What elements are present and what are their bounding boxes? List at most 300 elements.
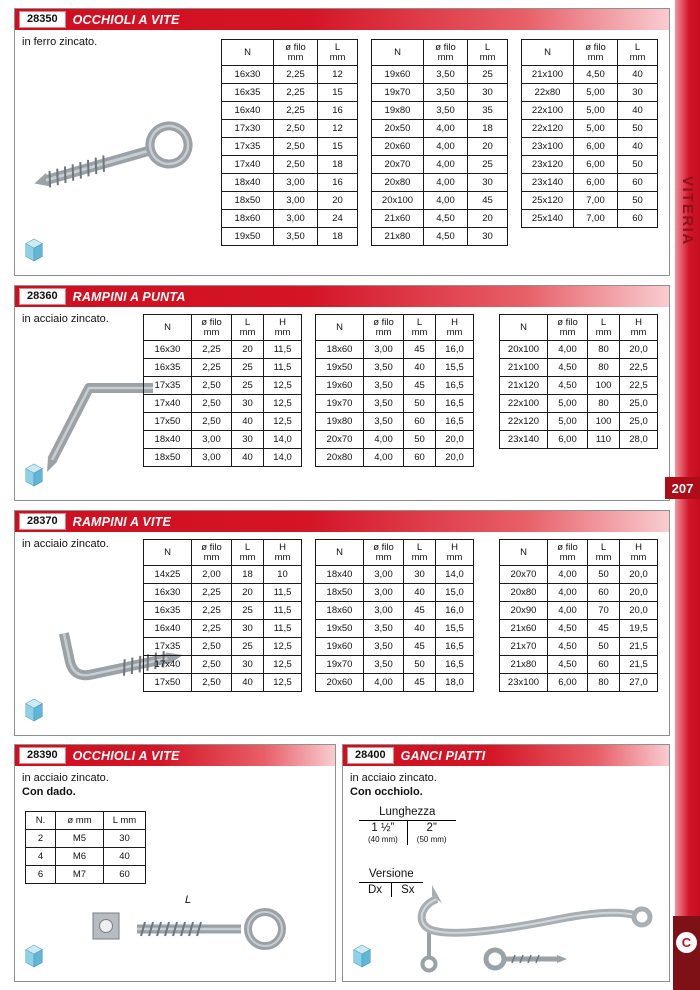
table-cell: M7 (56, 866, 104, 884)
product-code: 28350 (19, 11, 66, 28)
table-cell: 15,5 (436, 620, 474, 638)
table-cell: 40 (232, 449, 264, 467)
section-title: RAMPINI A PUNTA (72, 289, 186, 304)
table-cell: 16,0 (436, 341, 474, 359)
table-cell: 14,0 (264, 431, 302, 449)
column-header: ø mm (56, 812, 104, 830)
table-cell: 2,50 (192, 656, 232, 674)
column-header: N (316, 540, 364, 566)
table-cell: 20x100 (372, 192, 424, 210)
subtitle-line-bold: Con occhiolo. (350, 786, 423, 798)
table-cell: 60 (104, 866, 146, 884)
table-row (500, 620, 658, 638)
table-cell: 11,5 (264, 602, 302, 620)
table-cell: 45 (404, 377, 436, 395)
subtitle-line-bold: Con dado. (22, 786, 76, 798)
table-cell: 21x80 (372, 228, 424, 246)
table-cell: 2,25 (274, 102, 318, 120)
table-row (500, 656, 658, 674)
table-cell: 19x60 (372, 66, 424, 84)
table-row (144, 395, 302, 413)
table-cell: 3,00 (274, 174, 318, 192)
table-cell: 45 (588, 620, 620, 638)
table-cell: 20x60 (316, 674, 364, 692)
spec-table (221, 39, 358, 246)
table-cell: 2,25 (192, 584, 232, 602)
table-cell: 30 (232, 431, 264, 449)
table-cell: 22x120 (500, 413, 548, 431)
table-cell: 70 (588, 602, 620, 620)
table-row (500, 377, 658, 395)
package-icon (23, 238, 45, 262)
table-cell: 4,50 (424, 228, 468, 246)
table-cell: 20x80 (316, 449, 364, 467)
table-cell: 18 (468, 120, 508, 138)
table-cell: 14,0 (264, 449, 302, 467)
table-row (316, 566, 474, 584)
table-row (500, 566, 658, 584)
table-cell: 5,00 (574, 84, 618, 102)
spec-table (315, 314, 474, 467)
column-header: ø filo mm (574, 40, 618, 66)
table-cell: 22x120 (522, 120, 574, 138)
table-cell: 30 (232, 395, 264, 413)
table-cell: 50 (618, 156, 658, 174)
table-row (500, 431, 658, 449)
table-row (316, 620, 474, 638)
table-cell: 2,50 (274, 120, 318, 138)
table-cell: 16 (318, 102, 358, 120)
table-cell: 18 (318, 228, 358, 246)
section-28400 (342, 744, 670, 982)
table-cell: M6 (56, 848, 104, 866)
table-cell: 2,50 (192, 377, 232, 395)
section-subtitle: in ferro zincato. (22, 36, 98, 48)
subtitle-line: in acciaio zincato. (350, 772, 437, 784)
table-cell: 2,50 (274, 138, 318, 156)
table-cell: 18x50 (316, 584, 364, 602)
table-cell: 16x40 (222, 102, 274, 120)
table-cell: 17x35 (222, 138, 274, 156)
table-cell: 4,00 (548, 584, 588, 602)
table-cell: 3,50 (364, 413, 404, 431)
table-cell: M5 (56, 830, 104, 848)
table-cell: 22x100 (500, 395, 548, 413)
column-header: H mm (436, 540, 474, 566)
table-cell: 25,0 (620, 413, 658, 431)
table-cell: 12,5 (264, 413, 302, 431)
table-cell: 16,5 (436, 377, 474, 395)
table-row (144, 449, 302, 467)
table-cell: 22x100 (522, 102, 574, 120)
column-header: L mm (318, 40, 358, 66)
table-row (500, 413, 658, 431)
table-cell: 4,00 (424, 138, 468, 156)
table-cell: 25x120 (522, 192, 574, 210)
table-cell: 80 (588, 359, 620, 377)
table-cell: 2,25 (192, 341, 232, 359)
column-header: ø filo mm (192, 540, 232, 566)
table-row (500, 602, 658, 620)
column-header: N (316, 315, 364, 341)
section-header (15, 9, 669, 30)
table-cell: 45 (404, 638, 436, 656)
table-cell: 25 (232, 602, 264, 620)
table-cell: 60 (404, 449, 436, 467)
table-cell: 16x30 (144, 341, 192, 359)
table-cell: 50 (404, 431, 436, 449)
table-row (222, 192, 358, 210)
table-row (222, 210, 358, 228)
column-header: ø filo mm (192, 315, 232, 341)
table-cell: 3,50 (364, 620, 404, 638)
table-row (222, 66, 358, 84)
table-cell: 25 (468, 66, 508, 84)
table-cell: 17x35 (144, 377, 192, 395)
table-cell: 18 (232, 566, 264, 584)
table-cell: 4,50 (574, 66, 618, 84)
column-header: ø filo mm (548, 540, 588, 566)
table-cell: 24 (318, 210, 358, 228)
length-mm: (50 mm) (407, 835, 455, 845)
spec-table (25, 811, 146, 884)
section-header (15, 286, 669, 307)
table-cell: 4,00 (424, 120, 468, 138)
table-cell: 18x40 (316, 566, 364, 584)
table-row (222, 138, 358, 156)
table-cell: 20x90 (500, 602, 548, 620)
table-cell: 40 (404, 620, 436, 638)
table-header-row (372, 40, 508, 66)
column-header: H mm (620, 315, 658, 341)
table-cell: 6 (26, 866, 56, 884)
table-cell: 12,5 (264, 638, 302, 656)
spec-table (315, 539, 474, 692)
table-cell: 60 (588, 656, 620, 674)
table-cell: 12,5 (264, 377, 302, 395)
table-cell: 50 (588, 566, 620, 584)
table-cell: 15,5 (436, 359, 474, 377)
table-cell: 30 (468, 228, 508, 246)
table-cell: 28,0 (620, 431, 658, 449)
table-cell: 100 (588, 413, 620, 431)
table-cell: 18x60 (316, 341, 364, 359)
table-cell: 20,0 (620, 584, 658, 602)
table-row (500, 638, 658, 656)
table-cell: 30 (618, 84, 658, 102)
table-row (144, 638, 302, 656)
table-cell: 17x50 (144, 674, 192, 692)
table-cell: 4,00 (364, 674, 404, 692)
table-row (372, 192, 508, 210)
table-cell: 23x100 (522, 138, 574, 156)
table-cell: 19x80 (316, 413, 364, 431)
table-cell: 16,5 (436, 656, 474, 674)
table-cell: 16,5 (436, 395, 474, 413)
table-cell: 17x40 (144, 395, 192, 413)
table-cell: 14x25 (144, 566, 192, 584)
table-cell: 16x35 (144, 602, 192, 620)
table-cell: 23x140 (500, 431, 548, 449)
table-cell: 6,00 (574, 138, 618, 156)
column-header: L mm (468, 40, 508, 66)
table-cell: 30 (104, 830, 146, 848)
table-cell: 2,00 (192, 566, 232, 584)
section-28390 (14, 744, 336, 982)
table-row (316, 413, 474, 431)
version-option: Dx (368, 884, 383, 896)
column-header: L mm (232, 315, 264, 341)
table-header-row (144, 315, 302, 341)
length-option: 2” (407, 821, 455, 836)
section-title: GANCI PIATTI (400, 748, 486, 763)
column-header: N (222, 40, 274, 66)
version-label: Versione (359, 867, 423, 883)
table-row (500, 359, 658, 377)
table-cell: 18x40 (144, 431, 192, 449)
table-cell: 40 (404, 359, 436, 377)
column-header: ø filo mm (364, 540, 404, 566)
table-cell: 4,50 (548, 656, 588, 674)
table-row (222, 228, 358, 246)
table-cell: 23x100 (500, 674, 548, 692)
length-label: Lunghezza (359, 805, 456, 821)
table-cell: 19x60 (316, 377, 364, 395)
product-code: 28390 (19, 747, 66, 764)
table-cell: 4,00 (548, 341, 588, 359)
table-cell: 4,00 (424, 192, 468, 210)
section-subtitle (350, 771, 437, 799)
table-cell: 18x60 (316, 602, 364, 620)
table-cell: 20x70 (500, 566, 548, 584)
column-header: H mm (264, 315, 302, 341)
table-cell: 4,00 (424, 174, 468, 192)
table-cell: 12,5 (264, 395, 302, 413)
table-row (316, 656, 474, 674)
spec-table (521, 39, 658, 228)
table-cell: 40 (232, 674, 264, 692)
table-row (522, 174, 658, 192)
table-row (222, 156, 358, 174)
spec-table (499, 539, 658, 692)
spec-table (499, 314, 658, 449)
table-row (372, 228, 508, 246)
table-row (316, 584, 474, 602)
spec-tables (143, 539, 658, 692)
flat-hook-image (399, 871, 665, 979)
table-cell: 17x30 (222, 120, 274, 138)
table-cell: 20x70 (372, 156, 424, 174)
table-cell: 20x50 (372, 120, 424, 138)
table-header-row (500, 540, 658, 566)
nut-and-eye-screw-image (73, 887, 329, 975)
table-cell: 16,5 (436, 413, 474, 431)
table-cell: 20,0 (436, 449, 474, 467)
table-cell: 60 (404, 413, 436, 431)
table-row (144, 602, 302, 620)
length-option: 1 ½” (371, 822, 395, 834)
table-row (316, 341, 474, 359)
table-row (500, 341, 658, 359)
table-cell: 4,50 (548, 638, 588, 656)
page-number: 207 (665, 477, 700, 499)
column-header: N. (26, 812, 56, 830)
table-cell: 21x70 (500, 638, 548, 656)
table-cell: 22x80 (522, 84, 574, 102)
table-cell: 6,00 (548, 431, 588, 449)
table-cell: 2,25 (192, 359, 232, 377)
table-cell: 60 (588, 584, 620, 602)
table-cell: 80 (588, 395, 620, 413)
table-cell: 80 (588, 674, 620, 692)
column-header: H mm (264, 540, 302, 566)
table-cell: 25 (232, 377, 264, 395)
table-cell: 4,50 (548, 620, 588, 638)
table-row (316, 602, 474, 620)
pointed-hook-image (27, 374, 162, 482)
table-cell: 50 (618, 192, 658, 210)
table-row (26, 866, 146, 884)
table-row (144, 674, 302, 692)
table-row (500, 395, 658, 413)
table-cell: 7,00 (574, 192, 618, 210)
table-cell: 19x70 (372, 84, 424, 102)
table-cell: 20,0 (620, 602, 658, 620)
table-row (222, 102, 358, 120)
table-row (372, 156, 508, 174)
table-row (522, 138, 658, 156)
table-row (26, 848, 146, 866)
table-cell: 20 (232, 341, 264, 359)
table-cell: 16 (318, 174, 358, 192)
section-header (343, 745, 669, 766)
column-header: ø filo mm (274, 40, 318, 66)
section-title: OCCHIOLI A VITE (72, 12, 180, 27)
column-header: H mm (620, 540, 658, 566)
table-cell: 3,50 (424, 84, 468, 102)
table-row (144, 656, 302, 674)
publisher-logo-box (673, 916, 700, 990)
table-row (522, 210, 658, 228)
table-cell: 16x35 (144, 359, 192, 377)
table-row (222, 84, 358, 102)
column-header: H mm (436, 315, 474, 341)
table-cell: 60 (618, 174, 658, 192)
table-cell: 19x70 (316, 656, 364, 674)
table-cell: 30 (404, 566, 436, 584)
table-cell: 27,0 (620, 674, 658, 692)
table-cell: 21x120 (500, 377, 548, 395)
column-header: N (144, 315, 192, 341)
section-28350 (14, 8, 670, 276)
table-cell: 2,25 (274, 84, 318, 102)
table-cell: 3,00 (274, 192, 318, 210)
table-cell: 3,00 (364, 566, 404, 584)
spec-tables (25, 811, 146, 884)
table-cell: 20x70 (316, 431, 364, 449)
table-cell: 12 (318, 66, 358, 84)
section-header (15, 745, 335, 766)
table-header-row (522, 40, 658, 66)
table-cell: 16x35 (222, 84, 274, 102)
table-cell: 40 (618, 138, 658, 156)
table-cell: 3,50 (364, 359, 404, 377)
table-cell: 50 (404, 656, 436, 674)
section-28360 (14, 285, 670, 501)
table-row (316, 395, 474, 413)
table-cell: 3,50 (424, 66, 468, 84)
table-cell: 45 (404, 602, 436, 620)
table-cell: 20x80 (372, 174, 424, 192)
table-row (316, 377, 474, 395)
table-cell: 17x50 (144, 413, 192, 431)
table-row (144, 377, 302, 395)
table-cell: 20 (232, 584, 264, 602)
table-row (522, 84, 658, 102)
table-cell: 45 (468, 192, 508, 210)
table-cell: 3,50 (364, 638, 404, 656)
table-cell: 18x40 (222, 174, 274, 192)
table-row (372, 210, 508, 228)
subtitle-line: in acciaio zincato. (22, 772, 109, 784)
table-cell: 100 (588, 377, 620, 395)
table-cell: 19x80 (372, 102, 424, 120)
table-cell: 21x100 (522, 66, 574, 84)
table-row (522, 156, 658, 174)
table-cell: 17x40 (144, 656, 192, 674)
table-cell: 19x50 (316, 359, 364, 377)
product-code: 28360 (19, 288, 66, 305)
column-header: L mm (588, 315, 620, 341)
table-cell: 16x40 (144, 620, 192, 638)
table-cell: 4 (26, 848, 56, 866)
table-row (316, 431, 474, 449)
table-cell: 20 (468, 138, 508, 156)
length-table (359, 805, 456, 845)
table-row (316, 449, 474, 467)
table-row (144, 620, 302, 638)
table-header-row (316, 540, 474, 566)
table-cell: 40 (618, 102, 658, 120)
table-row (522, 102, 658, 120)
table-row (500, 674, 658, 692)
table-row (222, 120, 358, 138)
table-cell: 18 (318, 156, 358, 174)
table-cell: 20,0 (436, 431, 474, 449)
table-cell: 2,50 (192, 413, 232, 431)
category-label: VITERIA (679, 176, 696, 246)
table-row (144, 341, 302, 359)
table-cell: 20 (318, 192, 358, 210)
table-cell: 4,00 (548, 602, 588, 620)
table-row (522, 66, 658, 84)
table-cell: 2,25 (192, 602, 232, 620)
column-header: N (500, 315, 548, 341)
product-code: 28400 (347, 747, 394, 764)
table-header-row (316, 315, 474, 341)
table-cell: 4,00 (364, 431, 404, 449)
table-cell: 25,0 (620, 395, 658, 413)
table-cell: 12,5 (264, 674, 302, 692)
table-header-row (222, 40, 358, 66)
table-cell: 3,50 (274, 228, 318, 246)
table-cell: 45 (404, 674, 436, 692)
table-cell: 4,00 (548, 566, 588, 584)
table-cell: 4,50 (548, 359, 588, 377)
table-header-row (144, 540, 302, 566)
table-cell: 12,5 (264, 656, 302, 674)
table-cell: 2,25 (274, 66, 318, 84)
